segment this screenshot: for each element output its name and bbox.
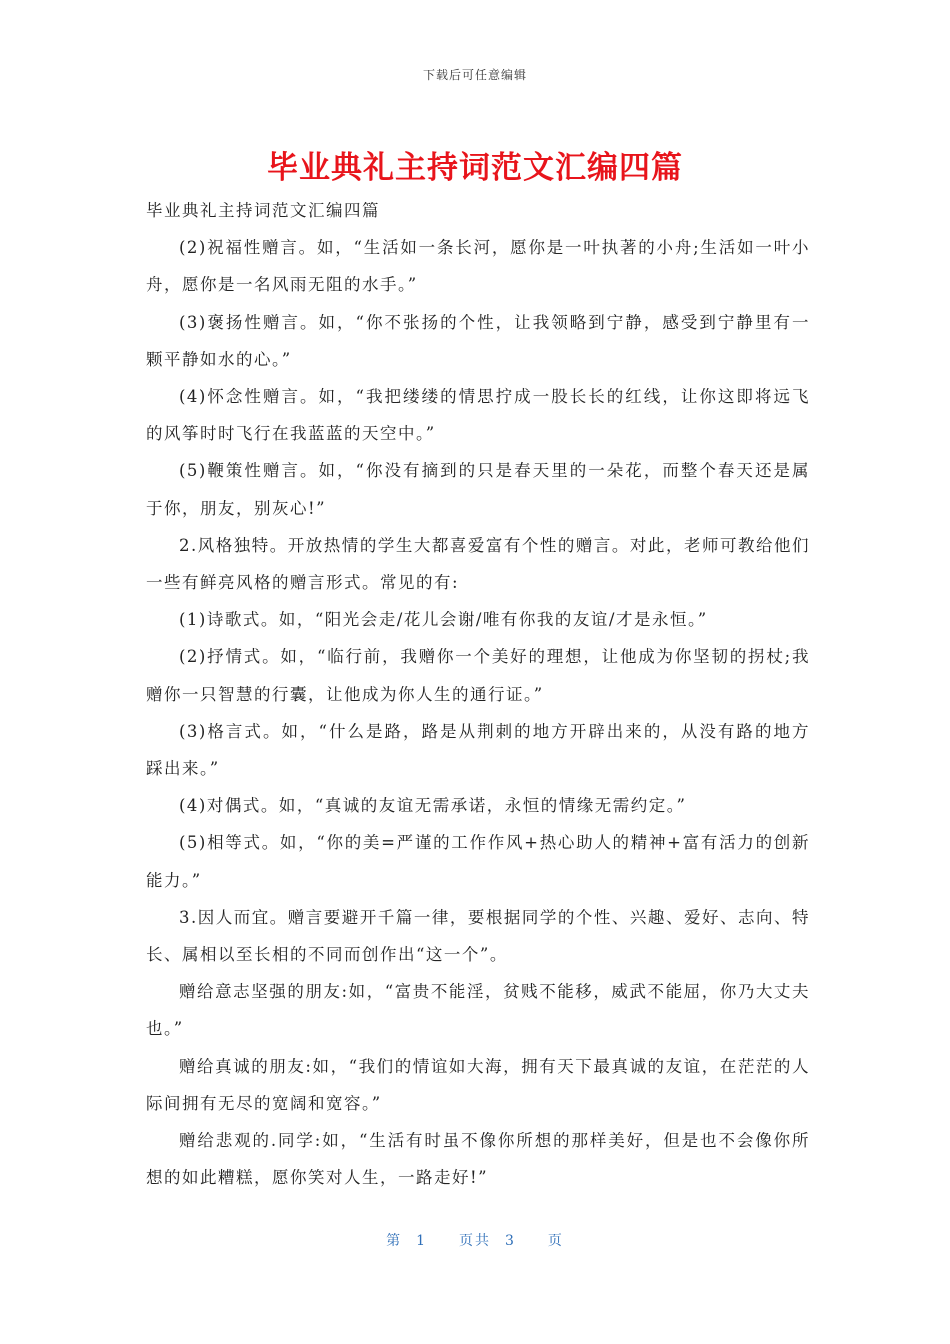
current-page-number: 1: [416, 1233, 427, 1249]
paragraph: (5)相等式。如，“你的美=严谨的工作作风+热心助人的精神+富有活力的创新能力。”: [146, 833, 810, 890]
paragraph: (1)诗歌式。如，“阳光会走/花儿会谢/唯有你我的友谊/才是永恒。”: [179, 610, 708, 630]
total-page-number: 3: [505, 1233, 516, 1249]
paragraph: (2)抒情式。如，“临行前，我赠你一个美好的理想，让他成为你坚韧的拐杖;我赠你一只智慧的行囊，让他成为你人生的通行证。”: [146, 647, 810, 704]
page-header-note: 下载后可任意编辑: [422, 68, 527, 82]
document-body: [146, 192, 810, 1196]
paragraph: 赠给悲观的.同学:如，“生活有时虽不像你所想的那样美好，但是也不会像你所想的如此糟糕，愿你笑对人生，一路走好!”: [146, 1131, 810, 1188]
page-label-prefix: 第: [386, 1233, 403, 1249]
paragraph: (4)怀念性赠言。如，“我把缕缕的情思拧成一股长长的红线，让你这即将远飞的风筝时时飞行在我蓝蓝的天空中。”: [146, 387, 810, 444]
paragraph: (3)格言式。如，“什么是路，路是从荆刺的地方开辟出来的，从没有路的地方踩出来。”: [146, 721, 810, 779]
document-title: 毕业典礼主持词范文汇编四篇: [267, 150, 683, 186]
paragraph: (5)鞭策性赠言。如，“你没有摘到的只是春天里的一朵花，而整个春天还是属于你，朋友，别灰心!”: [146, 461, 810, 518]
paragraph: 3.因人而宜。赠言要避开千篇一律，要根据同学的个性、兴趣、爱好、志向、特长、属相以至长相的不同而创作出“这一个”。: [146, 907, 810, 965]
paragraph: 赠给真诚的朋友:如，“我们的情谊如大海，拥有天下最真诚的友谊，在茫茫的人际间拥有无尽的宽阔和宽容。”: [146, 1056, 810, 1113]
paragraph: (3)褒扬性赠言。如，“你不张扬的个性，让我领略到宁静，感受到宁静里有一颗平静如水的心。”: [146, 312, 810, 369]
paragraph: 赠给意志坚强的朋友:如，“富贵不能淫，贫贱不能移，威武不能屈，你乃大丈夫也。”: [146, 982, 810, 1039]
paragraph: (2)祝福性赠言。如，“生活如一条长河，愿你是一叶执著的小舟;生活如一叶小舟，愿你是一名风雨无阻的水手。”: [146, 238, 810, 295]
paragraph: 2.风格独特。开放热情的学生大都喜爱富有个性的赠言。对此，老师可教给他们一些有鲜亮风格的赠言形式。常见的有:: [146, 535, 810, 593]
subtitle-paragraph: 毕业典礼主持词范文汇编四篇: [146, 201, 380, 220]
page-footer: [0, 1230, 950, 1250]
page-label-middle: 页共: [459, 1233, 491, 1249]
paragraph: (4)对偶式。如，“真诚的友谊无需承诺，永恒的情缘无需约定。”: [179, 796, 687, 816]
page-label-suffix: 页: [547, 1233, 564, 1249]
